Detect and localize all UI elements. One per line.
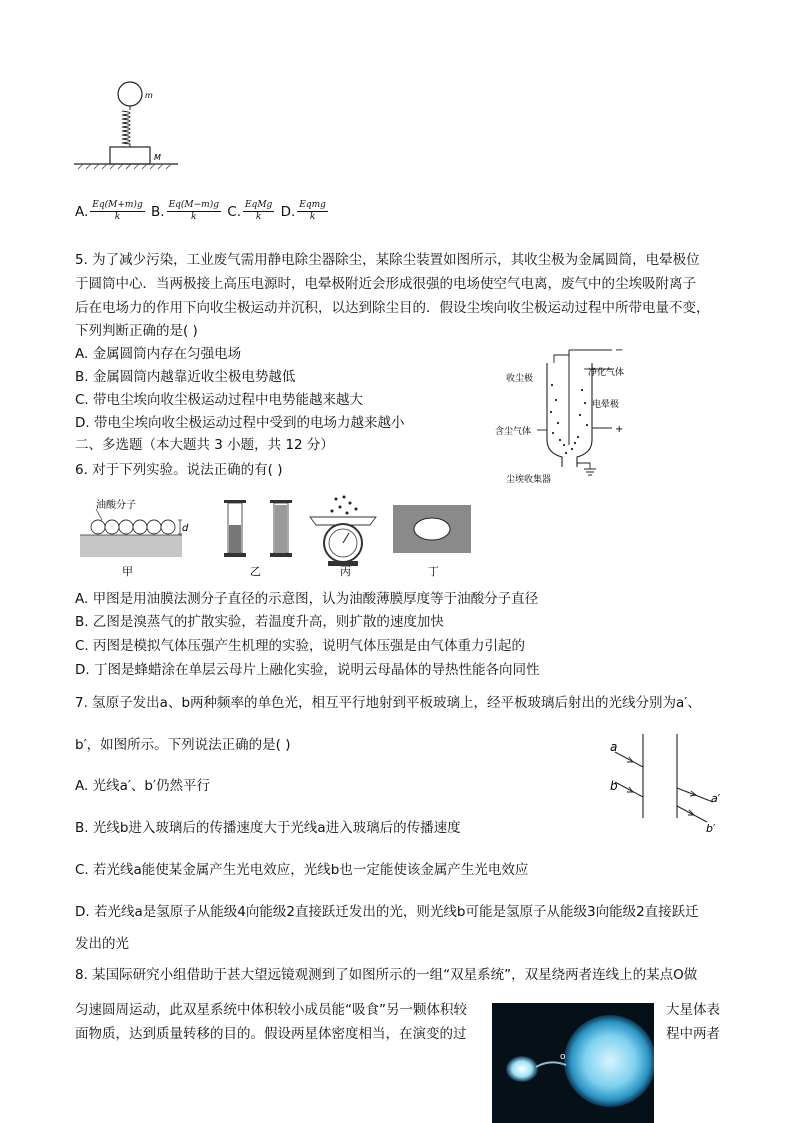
large-star [564, 1015, 654, 1107]
label-m: m [145, 91, 153, 100]
q8-line-2-right: 大星体表 [666, 1002, 720, 1018]
q5-stem-line-1: 5. 为了减少污染，工业废气需用静电除尘器除尘，某除尘装置如图所示，其收尘极为金属圆筒，电晕极位 [75, 252, 700, 268]
q8-line-3-right: 程中两者 [666, 1026, 720, 1042]
label-jia: 甲 [122, 565, 133, 578]
q5-stem-line-3: 后在电场力的作用下向收尘极运动并沉积，以达到除尘目的．假设尘埃向收尘极运动过程中所带电量不变， [75, 300, 710, 316]
figure-jia [80, 498, 189, 557]
q8-line-3-left: 面物质，达到质量转移的目的。假设两星体密度相当，在演变的过 [75, 1026, 467, 1042]
label-o: o [560, 1052, 566, 1062]
q8-line-2-left: 匀速圆周运动，此双星系统中体积较小成员能“吸食”另一颗体积较 [75, 1002, 467, 1018]
binary-star-image [492, 1003, 654, 1123]
q5-option-c: C. 带电尘埃向收尘极运动过程中电势能越来越大 [75, 392, 364, 408]
q6-figures [78, 495, 478, 585]
label-yi: 乙 [250, 565, 261, 578]
q8-line-1: 8. 某国际研究小组借助于甚大望远镜观测到了如图所示的一组“双星系统”，双星绕两者连线上的某点O做 [75, 967, 698, 983]
section-heading: 二、多选题（本大题共 3 小题，共 12 分） [75, 437, 334, 453]
label-a-prime: a′ [711, 792, 721, 805]
label-d: d [182, 523, 189, 534]
q5-stem-line-2: 于圆筒中心．当两极接上高压电源时，电晕极附近会形成很强的电场使空气电离，废气中的尘埃吸附离子 [75, 276, 696, 292]
figure-bing [310, 496, 376, 567]
q7-option-a: A. 光线a′、b′仍然平行 [75, 778, 211, 794]
label-ding: 丁 [428, 565, 439, 578]
q6-stem: 6. 对于下列实验。说法正确的有( ) [75, 462, 283, 478]
q7-option-d-continued: 发出的光 [75, 936, 129, 952]
glass-plate-figure [605, 732, 735, 840]
q4-option-c: C. $\frac{\text{EqMg}}{k}$ [227, 200, 273, 222]
q5-option-b: B. 金属圆筒内越靠近收尘极电势越低 [75, 369, 296, 385]
small-star [506, 1056, 538, 1082]
label-molecule: 油酸分子 [96, 500, 136, 511]
label-corona: 电晕极 [592, 400, 620, 410]
q4-option-a: A. $\frac{Eq(M+m)g}{k}$ [75, 200, 143, 222]
label-plus: + [615, 424, 624, 435]
q5-option-a: A. 金属圆筒内存在匀强电场 [75, 346, 242, 362]
q6-option-a: A. 甲图是用油膜法测分子直径的示意图，认为油酸薄膜厚度等于油酸分子直径 [75, 591, 539, 607]
label-minus: − [615, 345, 624, 356]
q4-options [75, 200, 330, 223]
spring-mass-figure [72, 78, 182, 170]
q6-option-b: B. 乙图是溴蒸气的扩散实验，若温度升高，则扩散的速度加快 [75, 614, 444, 630]
figure-ding [393, 505, 471, 553]
label-dusty-gas: 含尘气体 [495, 427, 532, 437]
q7-option-b: B. 光线b进入玻璃后的传播速度大于光线a进入玻璃后的传播速度 [75, 820, 461, 836]
label-collector: 收尘极 [506, 374, 534, 384]
q7-option-c: C. 若光线a能使某金属产生光电效应，光线b也一定能使该金属产生光电效应 [75, 862, 529, 878]
q4-option-b: B. $\frac{Eq(M-m)g}{k}$ [151, 200, 219, 222]
q5-stem-line-4: 下列判断正确的是( ) [75, 323, 198, 339]
q7-stem-line-1: 7. 氢原子发出a、b两种频率的单色光，相互平行地射到平板玻璃上，经平板玻璃后射出的光线分别为a′、 [75, 695, 701, 711]
q7-stem-line-2: b′，如图所示。下列说法正确的是( ) [75, 737, 291, 753]
box-M [110, 147, 150, 164]
label-b: b [610, 779, 618, 793]
ball-m [118, 82, 142, 106]
q6-option-c: C. 丙图是模拟气体压强产生机理的实验，说明气体压强是由气体重力引起的 [75, 638, 526, 654]
label-clean-gas: 净化气体 [588, 368, 625, 378]
label-bing: 丙 [340, 565, 351, 578]
label-b-prime: b′ [706, 822, 716, 835]
label-dust-box: 尘埃收集器 [506, 475, 552, 485]
q7-option-d: D. 若光线a是氢原子从能级4向能级2直接跃迁发出的光，则光线b可能是氢原子从能级3向能级2直接跃迁 [75, 904, 699, 920]
spring [122, 106, 130, 147]
q6-option-d: D. 丁图是蜂蜡涂在单层云母片上融化实验，说明云母晶体的导热性能各向同性 [75, 662, 540, 678]
figure-yi [224, 500, 292, 557]
precipitator-figure [492, 345, 642, 487]
q5-option-d: D. 带电尘埃向收尘极运动过程中受到的电场力越来越小 [75, 415, 405, 431]
label-M: M [154, 153, 161, 162]
label-a: a [610, 740, 618, 754]
q4-option-d: D. $\frac{\text{Eqmg}}{k}$ [280, 200, 326, 222]
